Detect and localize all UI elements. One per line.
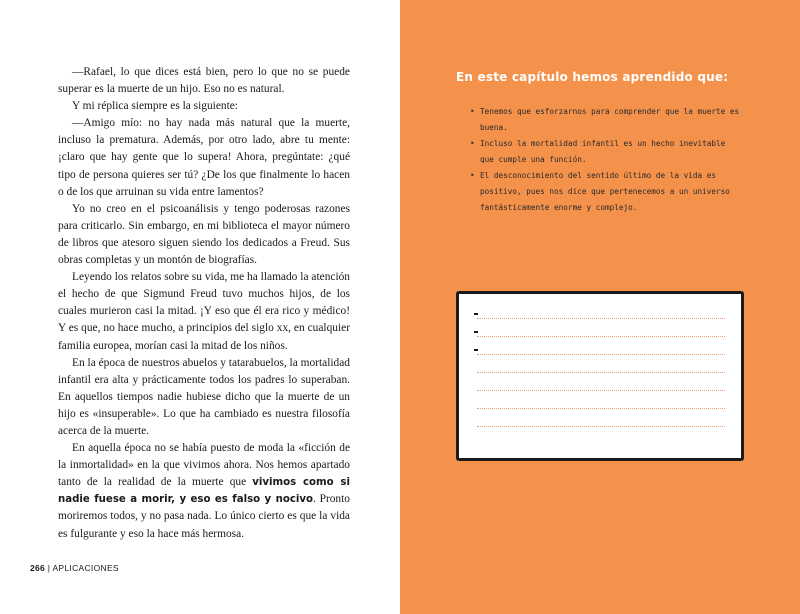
- page-number: 266: [30, 563, 46, 573]
- paragraph: En la época de nuestros abuelos y tatarabuelos, la mortalidad infantil era alta y prácticamente todos los padres lo superaban. En aquellos tiempos nadie hubiese dicho que la muerte de un hijo es «insuperable». Lo que ha cambiado es nuestra filosofía acerca de la muerte.: [58, 356, 350, 437]
- summary-item-text: Tenemos que esforzarnos para comprender que la muerte es buena.: [480, 107, 740, 132]
- summary-item: [470, 136, 740, 168]
- notes-line: [477, 372, 725, 373]
- paragraph: Y mi réplica siempre es la siguiente:: [72, 100, 238, 113]
- paragraph: —Amigo mío: no hay nada más natural que la muerte, incluso la prematura. Además, por otro lado, abre tu mente: ¡claro que hay gente que lo supera! Ahora, pregúntate: ¿qué tipo de persona quieres ser tú? ¿De los que finalmente lo hacen o de los que arruinan su vida entre lamentos?: [58, 117, 350, 198]
- summary-item: [470, 104, 740, 136]
- section-name: | APLICACIONES: [45, 563, 119, 573]
- notes-line: [477, 408, 725, 409]
- notes-line: [477, 318, 725, 319]
- notes-bullet-mark: [474, 331, 478, 333]
- paragraph-text: En aquella época no se había puesto de moda la «ficción de la inmortalidad» en la que vivimos ahora. Nos hemos apartado tanto de la realidad de la muerte que: [58, 442, 350, 489]
- summary-item-text: Incluso la mortalidad infantil es un hecho inevitable que cumple una función.: [480, 139, 726, 164]
- emphasis-text: vivimos como si nadie fuese a morir, y eso es falso y nocivo: [58, 477, 350, 506]
- summary-heading: En este capítulo hemos aprendido que:: [456, 70, 729, 84]
- paragraph: —Rafael, lo que dices está bien, pero lo que no se puede superar es la muerte de un hijo. Eso no es natural.: [58, 66, 350, 96]
- paragraph: Leyendo los relatos sobre su vida, me ha llamado la atención el hecho de que Sigmund Freud tuvo muchos hijos, de los cuales murieron casi la mitad. ¡Y eso que él era rico y médico! Y es que, no hace mucho, a principios del siglo xx, en cualquier familia europea, morían casi la mitad de los niños.: [58, 271, 350, 352]
- summary-list: [470, 104, 740, 216]
- notes-bullet-mark: [474, 349, 478, 351]
- paragraph: Yo no creo en el psicoanálisis y tengo poderosas razones para criticarlo. Sin embargo, en mi biblioteca el mayor número de libros que atesoro siguen siendo los dedicados a Freud. Sus obras completas y un montón de biografías.: [58, 202, 350, 267]
- bullet-icon: •: [470, 139, 475, 148]
- bullet-icon: •: [470, 107, 475, 116]
- notes-line: [477, 336, 725, 337]
- body-text: [58, 64, 350, 543]
- notes-bullet-mark: [474, 313, 478, 315]
- bullet-icon: •: [470, 171, 475, 180]
- summary-item-text: El desconocimiento del sentido último de la vida es positivo, pues nos dice que pertenecemos a un universo fantásticamente enorme y complejo.: [480, 171, 730, 212]
- notes-line: [477, 390, 725, 391]
- paragraph-text: . Pronto moriremos todos, y no pasa nada. Lo único cierto es que la vida es fulgurante y eso la hace más hermosa.: [58, 493, 350, 540]
- summary-item: [470, 168, 740, 216]
- page-folio: [30, 563, 119, 573]
- notes-line: [477, 426, 725, 427]
- notes-line: [477, 354, 725, 355]
- notes-box[interactable]: [456, 291, 744, 461]
- paragraph-last: [58, 440, 350, 543]
